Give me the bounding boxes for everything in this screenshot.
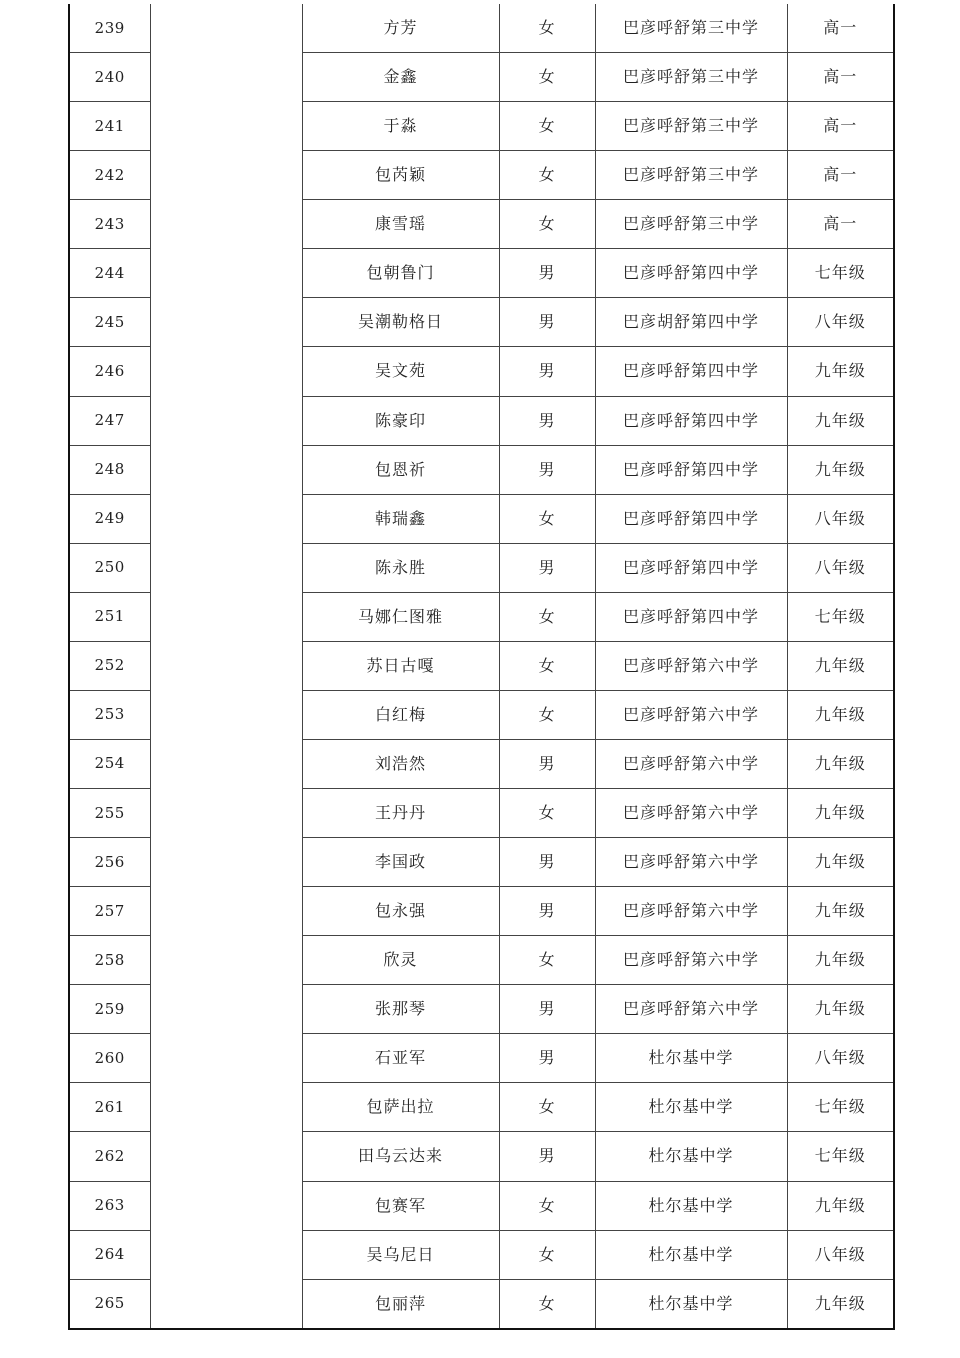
gender-cell: 女 — [499, 592, 595, 641]
grade-cell: 九年级 — [787, 887, 894, 936]
row-number-cell: 255 — [69, 789, 150, 838]
row-number-cell: 252 — [69, 641, 150, 690]
gender-cell: 男 — [499, 1132, 595, 1181]
name-cell: 吴潮勒格日 — [302, 298, 499, 347]
grade-cell: 九年级 — [787, 1181, 894, 1230]
school-cell: 巴彦呼舒第四中学 — [595, 445, 787, 494]
group-cell — [150, 53, 302, 102]
name-cell: 张那琴 — [302, 985, 499, 1034]
name-cell: 欣灵 — [302, 936, 499, 985]
table-row — [69, 249, 894, 298]
group-cell — [150, 887, 302, 936]
grade-cell: 九年级 — [787, 739, 894, 788]
table-row — [69, 838, 894, 887]
row-number-cell: 248 — [69, 445, 150, 494]
row-number-cell: 259 — [69, 985, 150, 1034]
school-cell: 巴彦呼舒第四中学 — [595, 592, 787, 641]
table-row — [69, 739, 894, 788]
grade-cell: 九年级 — [787, 396, 894, 445]
row-number-cell: 258 — [69, 936, 150, 985]
school-cell: 杜尔基中学 — [595, 1034, 787, 1083]
gender-cell: 女 — [499, 1279, 595, 1329]
name-cell: 包恩祈 — [302, 445, 499, 494]
grade-cell: 七年级 — [787, 1132, 894, 1181]
gender-cell: 男 — [499, 298, 595, 347]
school-cell: 巴彦呼舒第四中学 — [595, 347, 787, 396]
name-cell: 康雪瑶 — [302, 200, 499, 249]
school-cell: 巴彦呼舒第六中学 — [595, 985, 787, 1034]
table-row — [69, 102, 894, 151]
group-cell — [150, 936, 302, 985]
gender-cell: 女 — [499, 494, 595, 543]
group-cell — [150, 347, 302, 396]
table-row — [69, 4, 894, 53]
grade-cell: 七年级 — [787, 249, 894, 298]
grade-cell: 九年级 — [787, 690, 894, 739]
grade-cell: 八年级 — [787, 1034, 894, 1083]
group-cell — [150, 543, 302, 592]
name-cell: 包丽萍 — [302, 1279, 499, 1329]
group-cell — [150, 4, 302, 53]
school-cell: 杜尔基中学 — [595, 1083, 787, 1132]
gender-cell: 男 — [499, 1034, 595, 1083]
school-cell: 巴彦呼舒第六中学 — [595, 641, 787, 690]
school-cell: 杜尔基中学 — [595, 1132, 787, 1181]
name-cell: 吴文苑 — [302, 347, 499, 396]
table-row — [69, 690, 894, 739]
name-cell: 吴乌尼日 — [302, 1230, 499, 1279]
group-cell — [150, 494, 302, 543]
school-cell: 巴彦呼舒第六中学 — [595, 887, 787, 936]
name-cell: 王丹丹 — [302, 789, 499, 838]
name-cell: 包永强 — [302, 887, 499, 936]
school-cell: 巴彦呼舒第四中学 — [595, 396, 787, 445]
name-cell: 方芳 — [302, 4, 499, 53]
school-cell: 巴彦呼舒第三中学 — [595, 151, 787, 200]
grade-cell: 八年级 — [787, 298, 894, 347]
table-row — [69, 347, 894, 396]
group-cell — [150, 1230, 302, 1279]
grade-cell: 九年级 — [787, 445, 894, 494]
group-cell — [150, 200, 302, 249]
row-number-cell: 261 — [69, 1083, 150, 1132]
grade-cell: 七年级 — [787, 592, 894, 641]
school-cell: 巴彦呼舒第六中学 — [595, 936, 787, 985]
group-cell — [150, 985, 302, 1034]
gender-cell: 男 — [499, 985, 595, 1034]
group-cell — [150, 249, 302, 298]
gender-cell: 男 — [499, 838, 595, 887]
school-cell: 杜尔基中学 — [595, 1230, 787, 1279]
name-cell: 苏日古嘎 — [302, 641, 499, 690]
row-number-cell: 241 — [69, 102, 150, 151]
table-row — [69, 592, 894, 641]
table-row — [69, 200, 894, 249]
table-row — [69, 1034, 894, 1083]
table-row — [69, 1181, 894, 1230]
school-cell: 巴彦呼舒第六中学 — [595, 739, 787, 788]
grade-cell: 八年级 — [787, 543, 894, 592]
group-cell — [150, 838, 302, 887]
roster-table — [68, 4, 895, 1330]
name-cell: 石亚军 — [302, 1034, 499, 1083]
group-cell — [150, 1181, 302, 1230]
row-number-cell: 254 — [69, 739, 150, 788]
table-row — [69, 1132, 894, 1181]
grade-cell: 九年级 — [787, 641, 894, 690]
group-cell — [150, 396, 302, 445]
school-cell: 巴彦胡舒第四中学 — [595, 298, 787, 347]
name-cell: 陈永胜 — [302, 543, 499, 592]
table-row — [69, 936, 894, 985]
grade-cell: 九年级 — [787, 936, 894, 985]
grade-cell: 高一 — [787, 53, 894, 102]
grade-cell: 九年级 — [787, 985, 894, 1034]
school-cell: 巴彦呼舒第四中学 — [595, 543, 787, 592]
school-cell: 巴彦呼舒第四中学 — [595, 494, 787, 543]
group-cell — [150, 690, 302, 739]
row-number-cell: 249 — [69, 494, 150, 543]
grade-cell: 高一 — [787, 200, 894, 249]
name-cell: 刘浩然 — [302, 739, 499, 788]
group-cell — [150, 641, 302, 690]
gender-cell: 女 — [499, 102, 595, 151]
row-number-cell: 264 — [69, 1230, 150, 1279]
row-number-cell: 265 — [69, 1279, 150, 1329]
group-cell — [150, 739, 302, 788]
school-cell: 杜尔基中学 — [595, 1279, 787, 1329]
grade-cell: 高一 — [787, 4, 894, 53]
gender-cell: 女 — [499, 4, 595, 53]
name-cell: 李国政 — [302, 838, 499, 887]
table-row — [69, 1083, 894, 1132]
gender-cell: 女 — [499, 1181, 595, 1230]
school-cell: 巴彦呼舒第三中学 — [595, 53, 787, 102]
table-row — [69, 789, 894, 838]
grade-cell: 八年级 — [787, 1230, 894, 1279]
gender-cell: 女 — [499, 200, 595, 249]
group-cell — [150, 102, 302, 151]
gender-cell: 男 — [499, 445, 595, 494]
gender-cell: 男 — [499, 543, 595, 592]
group-cell — [150, 1083, 302, 1132]
row-number-cell: 256 — [69, 838, 150, 887]
group-cell — [150, 445, 302, 494]
gender-cell: 女 — [499, 151, 595, 200]
grade-cell: 九年级 — [787, 347, 894, 396]
school-cell: 杜尔基中学 — [595, 1181, 787, 1230]
table-row — [69, 1230, 894, 1279]
grade-cell: 高一 — [787, 102, 894, 151]
name-cell: 马娜仁图雅 — [302, 592, 499, 641]
gender-cell: 女 — [499, 641, 595, 690]
table-row — [69, 445, 894, 494]
table-row — [69, 641, 894, 690]
row-number-cell: 263 — [69, 1181, 150, 1230]
row-number-cell: 239 — [69, 4, 150, 53]
name-cell: 金鑫 — [302, 53, 499, 102]
group-cell — [150, 298, 302, 347]
gender-cell: 女 — [499, 690, 595, 739]
name-cell: 白红梅 — [302, 690, 499, 739]
school-cell: 巴彦呼舒第六中学 — [595, 838, 787, 887]
gender-cell: 女 — [499, 789, 595, 838]
group-cell — [150, 592, 302, 641]
name-cell: 于淼 — [302, 102, 499, 151]
name-cell: 包朝鲁门 — [302, 249, 499, 298]
group-cell — [150, 1034, 302, 1083]
row-number-cell: 262 — [69, 1132, 150, 1181]
grade-cell: 八年级 — [787, 494, 894, 543]
name-cell: 包赛军 — [302, 1181, 499, 1230]
grade-cell: 高一 — [787, 151, 894, 200]
row-number-cell: 242 — [69, 151, 150, 200]
table-row — [69, 1279, 894, 1329]
row-number-cell: 243 — [69, 200, 150, 249]
table-row — [69, 396, 894, 445]
row-number-cell: 247 — [69, 396, 150, 445]
name-cell: 田乌云达来 — [302, 1132, 499, 1181]
table-row — [69, 887, 894, 936]
gender-cell: 男 — [499, 739, 595, 788]
group-cell — [150, 1132, 302, 1181]
grade-cell: 七年级 — [787, 1083, 894, 1132]
row-number-cell: 253 — [69, 690, 150, 739]
row-number-cell: 246 — [69, 347, 150, 396]
gender-cell: 女 — [499, 936, 595, 985]
school-cell: 巴彦呼舒第六中学 — [595, 690, 787, 739]
grade-cell: 九年级 — [787, 1279, 894, 1329]
roster-body — [69, 4, 894, 1329]
row-number-cell: 240 — [69, 53, 150, 102]
table-row — [69, 494, 894, 543]
table-row — [69, 985, 894, 1034]
group-cell — [150, 1279, 302, 1329]
gender-cell: 男 — [499, 887, 595, 936]
gender-cell: 男 — [499, 347, 595, 396]
table-row — [69, 53, 894, 102]
row-number-cell: 245 — [69, 298, 150, 347]
table-row — [69, 543, 894, 592]
name-cell: 包芮颖 — [302, 151, 499, 200]
gender-cell: 男 — [499, 396, 595, 445]
row-number-cell: 244 — [69, 249, 150, 298]
name-cell: 包萨出拉 — [302, 1083, 499, 1132]
school-cell: 巴彦呼舒第三中学 — [595, 102, 787, 151]
row-number-cell: 250 — [69, 543, 150, 592]
group-cell — [150, 789, 302, 838]
group-cell — [150, 151, 302, 200]
row-number-cell: 257 — [69, 887, 150, 936]
gender-cell: 男 — [499, 249, 595, 298]
school-cell: 巴彦呼舒第四中学 — [595, 249, 787, 298]
row-number-cell: 251 — [69, 592, 150, 641]
name-cell: 陈豪印 — [302, 396, 499, 445]
gender-cell: 女 — [499, 1230, 595, 1279]
name-cell: 韩瑞鑫 — [302, 494, 499, 543]
grade-cell: 九年级 — [787, 789, 894, 838]
school-cell: 巴彦呼舒第三中学 — [595, 4, 787, 53]
grade-cell: 九年级 — [787, 838, 894, 887]
gender-cell: 女 — [499, 53, 595, 102]
table-row — [69, 151, 894, 200]
table-row — [69, 298, 894, 347]
school-cell: 巴彦呼舒第六中学 — [595, 789, 787, 838]
row-number-cell: 260 — [69, 1034, 150, 1083]
school-cell: 巴彦呼舒第三中学 — [595, 200, 787, 249]
gender-cell: 女 — [499, 1083, 595, 1132]
